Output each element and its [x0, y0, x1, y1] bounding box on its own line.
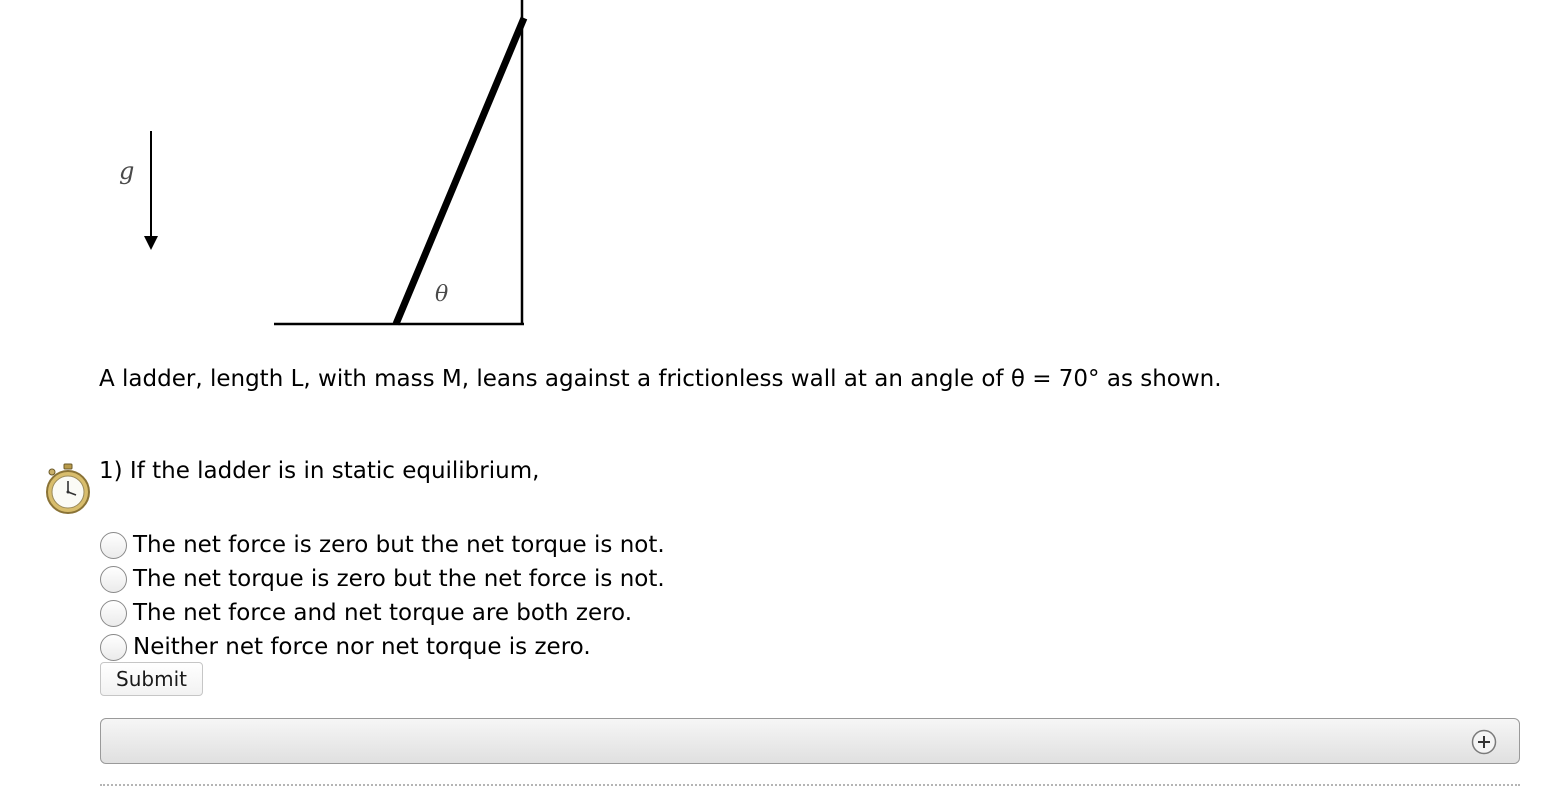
option-label: Neither net force nor net torque is zero.	[133, 634, 591, 660]
gravity-arrowhead	[144, 236, 158, 250]
option-label: The net force is zero but the net torque is not.	[133, 532, 665, 558]
answer-option[interactable]	[100, 596, 665, 630]
radio-button[interactable]	[100, 566, 127, 593]
question-prompt: 1) If the ladder is in static equilibrium,	[99, 458, 540, 484]
answer-option[interactable]	[100, 630, 665, 664]
answer-options	[100, 528, 665, 664]
plus-circle-icon[interactable]	[1471, 729, 1497, 755]
submit-button[interactable]: Submit	[100, 662, 203, 696]
problem-statement: A ladder, length L, with mass M, leans against a frictionless wall at an angle of θ = 70° as shown.	[99, 366, 1222, 392]
radio-button[interactable]	[100, 634, 127, 661]
radio-button[interactable]	[100, 600, 127, 627]
section-divider	[100, 784, 1520, 786]
feedback-panel	[100, 718, 1520, 764]
ladder	[396, 18, 524, 324]
stopwatch-icon	[44, 462, 92, 516]
option-label: The net torque is zero but the net force is not.	[133, 566, 665, 592]
answer-option[interactable]	[100, 528, 665, 562]
radio-button[interactable]	[100, 532, 127, 559]
ladder-diagram	[0, 0, 560, 340]
gravity-label: g	[119, 157, 135, 185]
option-label: The net force and net torque are both zero.	[133, 600, 633, 626]
angle-label: θ	[435, 282, 449, 307]
answer-option[interactable]	[100, 562, 665, 596]
